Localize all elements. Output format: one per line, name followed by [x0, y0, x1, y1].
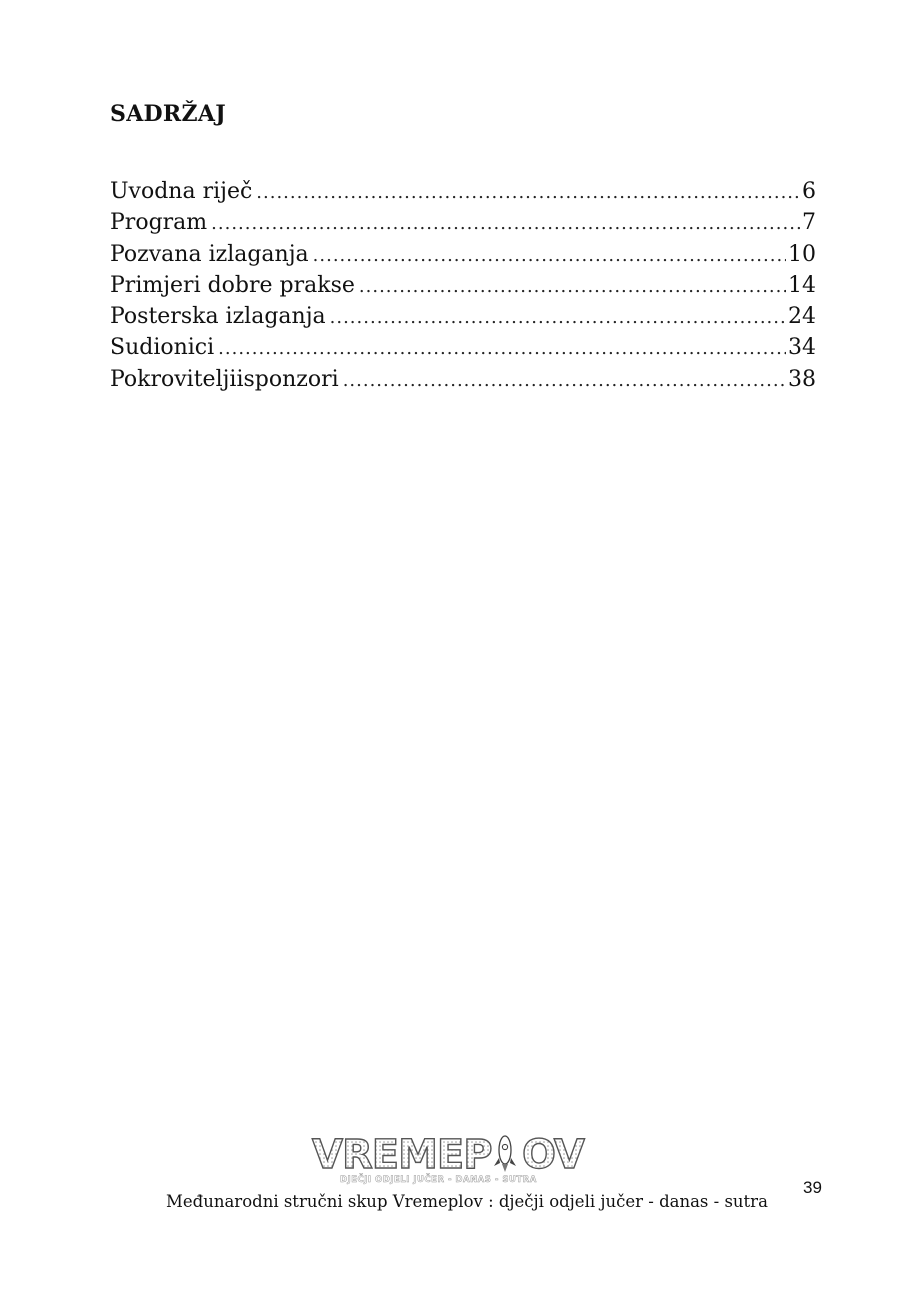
- toc-entry: [110, 239, 816, 270]
- page-number: 39: [803, 1178, 822, 1197]
- logo-tagline: DJEČJI ODJELI JUČER - DANAS - SUTRA: [340, 1175, 537, 1185]
- toc-entry-page: 24: [788, 304, 816, 330]
- toc-leader-dots: [359, 271, 786, 302]
- table-of-contents: [110, 176, 816, 395]
- toc-entry: [110, 364, 816, 395]
- page-title: SADRŽAJ: [110, 101, 226, 127]
- svg-text:OV: OV: [522, 1132, 584, 1178]
- toc-entry-page: 34: [788, 335, 816, 361]
- toc-entry: [110, 207, 816, 238]
- toc-entry-page: 38: [788, 366, 816, 392]
- svg-text:VREMEP: VREMEP: [312, 1132, 492, 1178]
- toc-entry-title: Uvodna riječ: [110, 179, 253, 204]
- vremeplov-logo: [310, 1128, 586, 1186]
- toc-entry-page: 7: [802, 210, 816, 236]
- toc-entry-title: Primjeri dobre prakse: [110, 272, 355, 298]
- logo-wordmark: [312, 1132, 585, 1178]
- toc-leader-dots: [211, 208, 800, 239]
- toc-entry: [110, 301, 816, 332]
- toc-entry: [110, 176, 816, 207]
- toc-entry-title: Posterska izlaganja: [110, 304, 326, 330]
- toc-leader-dots: [343, 365, 786, 396]
- toc-entry-page: 10: [788, 241, 816, 267]
- toc-entry: [110, 332, 816, 363]
- toc-leader-dots: [218, 333, 786, 364]
- toc-entry-title: Pokroviteljiisponzori: [110, 366, 339, 392]
- toc-entry: [110, 270, 816, 301]
- rocket-icon: [494, 1136, 516, 1172]
- toc-entry-title: Sudionici: [110, 335, 215, 361]
- toc-leader-dots: [256, 177, 800, 208]
- toc-entry-page: 14: [788, 272, 816, 298]
- toc-entry-page: 6: [802, 179, 816, 204]
- toc-leader-dots: [330, 302, 786, 333]
- toc-entry-title: Pozvana izlaganja: [110, 241, 309, 267]
- toc-leader-dots: [313, 240, 786, 271]
- footer-text: Međunarodni stručni skup Vremeplov : dječji odjeli jučer - danas - sutra: [166, 1192, 768, 1211]
- toc-entry-title: Program: [110, 210, 208, 236]
